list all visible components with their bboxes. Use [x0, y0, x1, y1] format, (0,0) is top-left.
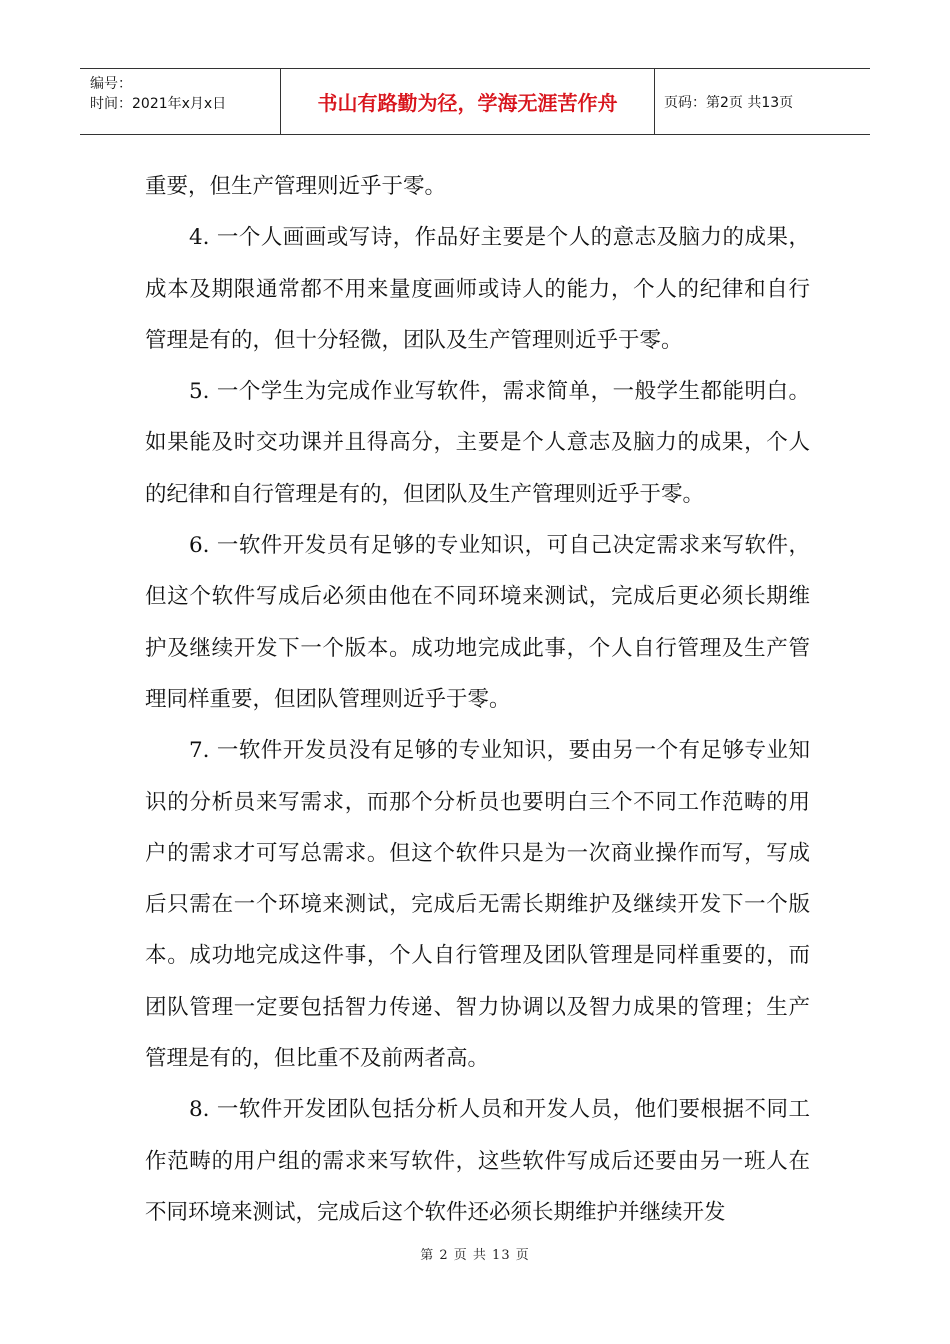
- footer-page-number: 第 2 页 共 13 页: [420, 1248, 530, 1263]
- header-motto: 书山有路勤为径，学海无涯苦作舟: [317, 91, 618, 115]
- paragraph-item-6: 6. 一软件开发员有足够的专业知识，可自己决定需求来写软件，但这个软件写成后必须由他在不同环境来测试，完成后更必须长期维护及继续开发下一个版本。成功地完成此事，个人自行管理及生产管理同样重要，但团队管理则近乎于零。: [145, 533, 810, 712]
- header-page-cell: [655, 69, 870, 134]
- paragraph-continuation: 重要，但生产管理则近乎于零。: [145, 174, 447, 199]
- paragraph-item-7: 7. 一软件开发员没有足够的专业知识，要由另一个有足够专业知识的分析员来写需求，而那个分析员也要明白三个不同工作范畴的用户的需求才可写总需求。但这个软件只是为一次商业操作而写，写成后只需在一个环境来测试，完成后无需长期维护及继续开发下一个版本。成功地完成这件事，个人自行管理及团队管理是同样重要的，而团队管理一定要包括智力传递、智力协调以及智力成果的管理；生产管理是有的，但比重不及前两者高。: [145, 738, 810, 1072]
- paragraph-item-5: 5. 一个学生为完成作业写软件，需求简单，一般学生都能明白。如果能及时交功课并且得高分，主要是个人意志及脑力的成果，个人的纪律和自行管理是有的，但团队及生产管理则近乎于零。: [145, 379, 810, 507]
- header-motto-cell: [281, 69, 655, 134]
- paragraph-item-8: 8. 一软件开发团队包括分析人员和开发人员，他们要根据不同工作范畴的用户组的需求来写软件，这些软件写成后还要由另一班人在不同环境来测试，完成后这个软件还必须长期维护并继续开发: [145, 1097, 810, 1225]
- paragraph-item-4: 4. 一个人画画或写诗，作品好主要是个人的意志及脑力的成果，成本及期限通常都不用来量度画师或诗人的能力，个人的纪律和自行管理是有的，但十分轻微，团队及生产管理则近乎于零。: [145, 225, 810, 353]
- header-meta-cell: [80, 69, 281, 134]
- document-time-label: 时间：2021年x月x日: [90, 96, 227, 112]
- document-body: [145, 161, 810, 1238]
- page-header: [80, 68, 870, 135]
- header-page-info: 页码：第2页 共13页: [664, 94, 794, 111]
- document-number-label: 编号：: [90, 76, 132, 92]
- page-footer: [0, 1244, 950, 1263]
